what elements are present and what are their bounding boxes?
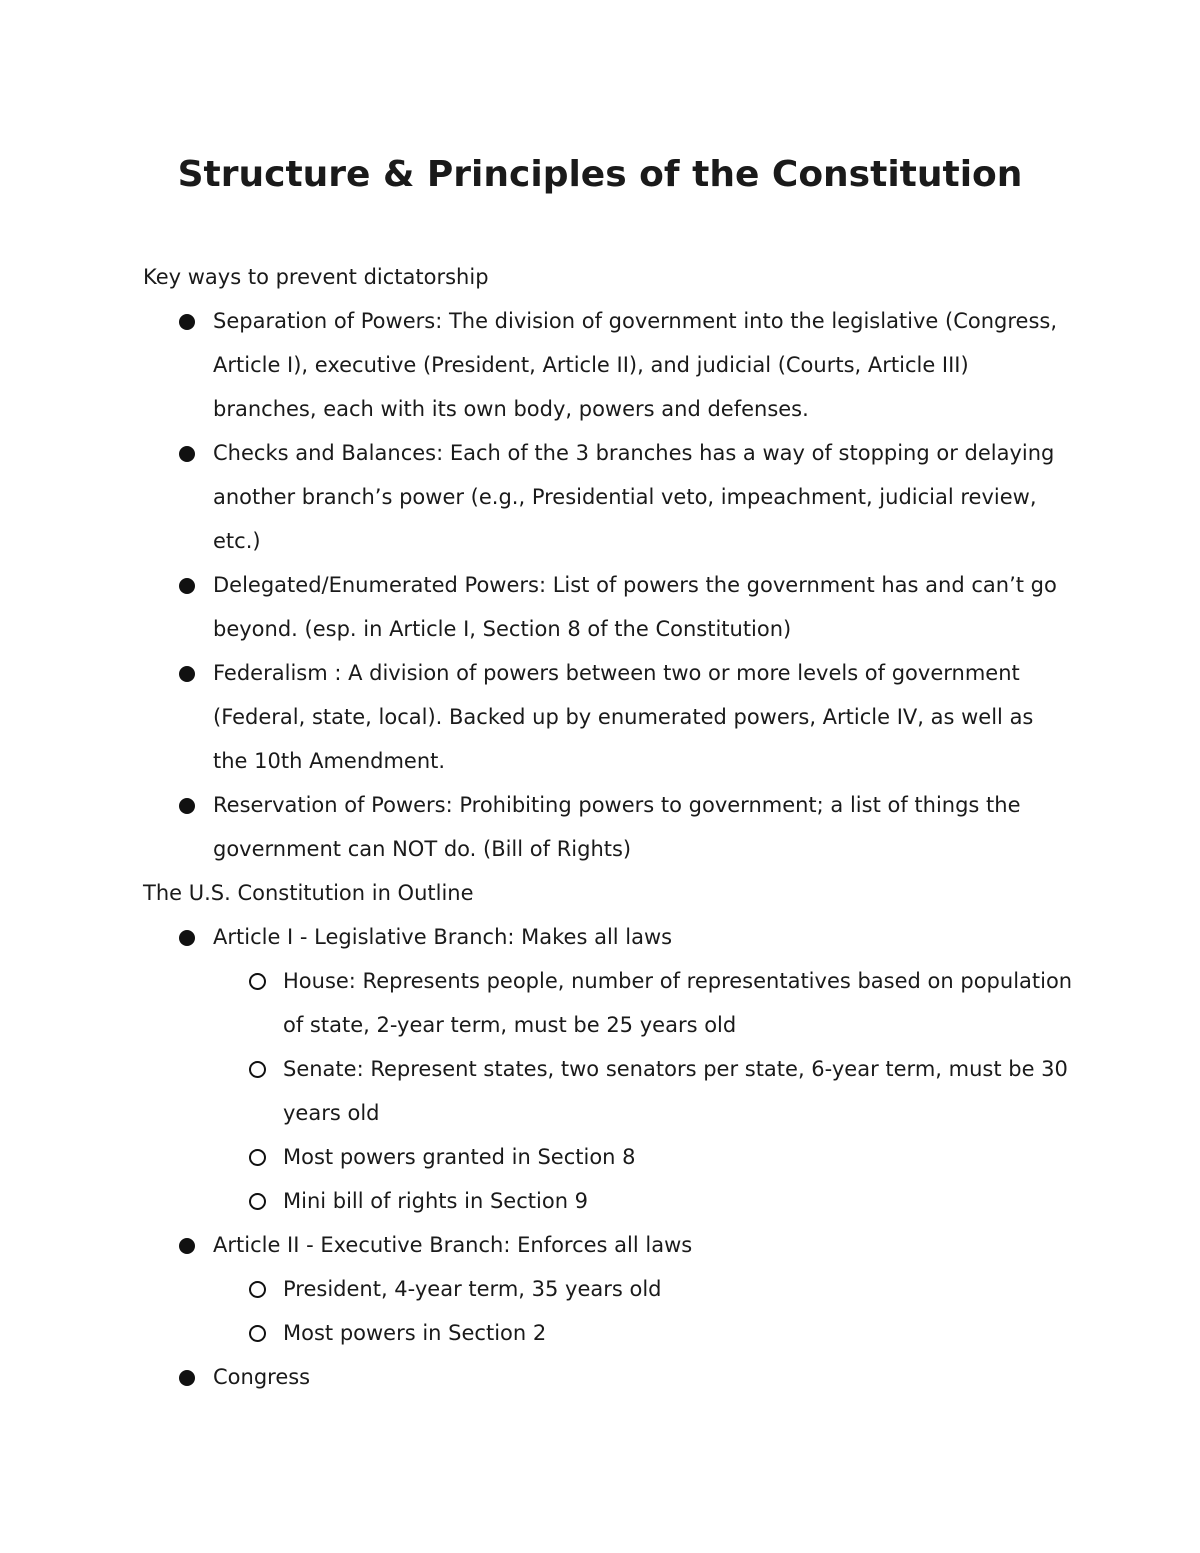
bullet-list-dictatorship [143, 299, 1073, 871]
list-item-text: Federalism : A division of powers between two or more levels of government (Federal, state, local). Backed up by enumerated powers, Article IV, as well as the 10th Amendment. [213, 661, 1034, 773]
sub-list-item-text: Most powers in Section 2 [283, 1321, 547, 1345]
sub-list-item [213, 1267, 1073, 1311]
list-item-text: Congress [213, 1365, 311, 1389]
list-item-text: Delegated/Enumerated Powers: List of powers the government has and can’t go beyond. (esp. in Article I, Section 8 of the Constitution) [213, 573, 1057, 641]
sub-list-item [213, 1311, 1073, 1355]
list-item-text: Article I - Legislative Branch: Makes all laws [213, 925, 673, 949]
filled-bullet-icon [179, 930, 195, 946]
sub-list-article-ii [213, 1267, 1073, 1355]
sub-list-item [213, 1135, 1073, 1179]
filled-bullet-icon [179, 314, 195, 330]
filled-bullet-icon [179, 1370, 195, 1386]
sub-list-item-text: Senate: Represent states, two senators per state, 6-year term, must be 30 years old [283, 1057, 1068, 1125]
list-item [143, 915, 1073, 1223]
filled-bullet-icon [179, 578, 195, 594]
page-title: Structure & Principles of the Constitution [177, 154, 1023, 195]
bullet-list-outline [143, 915, 1073, 1399]
hollow-bullet-icon [249, 1193, 266, 1210]
list-item [143, 1355, 1073, 1399]
list-item-text: Checks and Balances: Each of the 3 branches has a way of stopping or delaying another branch’s power (e.g., Presidential veto, impeachment, judicial review, etc.) [213, 441, 1055, 553]
list-item [143, 783, 1073, 871]
hollow-bullet-icon [249, 1325, 266, 1342]
filled-bullet-icon [179, 666, 195, 682]
sub-list-item-text: Mini bill of rights in Section 9 [283, 1189, 589, 1213]
list-item [143, 563, 1073, 651]
filled-bullet-icon [179, 1238, 195, 1254]
hollow-bullet-icon [249, 1149, 266, 1166]
list-item [143, 431, 1073, 563]
document-body [143, 255, 1073, 1399]
hollow-bullet-icon [249, 1061, 266, 1078]
hollow-bullet-icon [249, 1281, 266, 1298]
list-item-text: Reservation of Powers: Prohibiting powers to government; a list of things the government can NOT do. (Bill of Rights) [213, 793, 1021, 861]
list-item-text: Separation of Powers: The division of government into the legislative (Congress, Article I), executive (President, Article II), and judicial (Courts, Article III) branches, each with its own body, powers and defenses. [213, 309, 1058, 421]
sub-list-item-text: House: Represents people, number of representatives based on population of state, 2-year term, must be 25 years old [283, 969, 1073, 1037]
sub-list-item [213, 959, 1073, 1047]
list-item [143, 1223, 1073, 1355]
sub-list-item-text: Most powers granted in Section 8 [283, 1145, 636, 1169]
list-item-text: Article II - Executive Branch: Enforces all laws [213, 1233, 693, 1257]
section-heading-dictatorship: Key ways to prevent dictatorship [143, 265, 489, 289]
sub-list-article-i [213, 959, 1073, 1223]
filled-bullet-icon [179, 446, 195, 462]
sub-list-item [213, 1047, 1073, 1135]
filled-bullet-icon [179, 798, 195, 814]
list-item [143, 651, 1073, 783]
list-item [143, 299, 1073, 431]
sub-list-item [213, 1179, 1073, 1223]
sub-list-item-text: President, 4-year term, 35 years old [283, 1277, 662, 1301]
hollow-bullet-icon [249, 973, 266, 990]
section-heading-outline: The U.S. Constitution in Outline [143, 881, 474, 905]
